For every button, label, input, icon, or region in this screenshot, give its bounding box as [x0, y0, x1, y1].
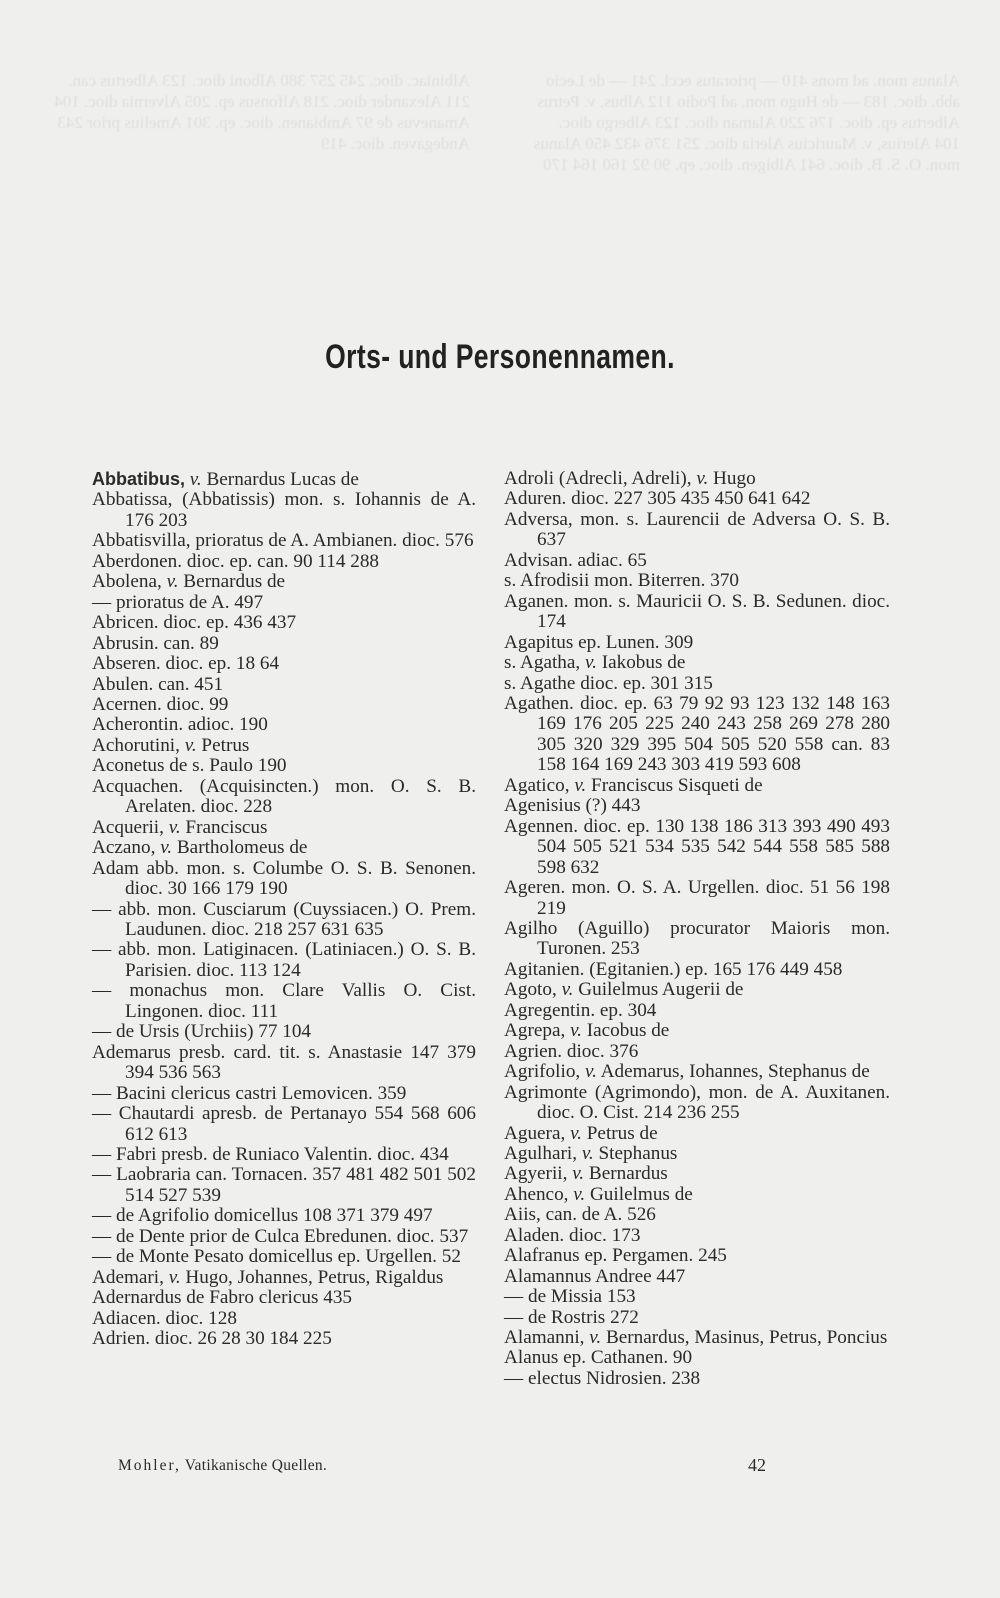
index-entry [92, 777, 476, 818]
index-entry [92, 613, 476, 633]
index-entry [92, 1206, 476, 1226]
entry-text: Agyerii, v. Bernardus [504, 1163, 668, 1185]
entry-text: — Chautardi apresb. de Pertanayo 554 568 606 612 613 [92, 1103, 476, 1145]
index-entry [504, 796, 890, 816]
entry-text: Agitanien. (Egitanien.) ep. 165 176 449 458 [504, 958, 843, 980]
index-entry [504, 653, 890, 673]
index-entry [504, 1308, 890, 1328]
entry-text: s. Agathe dioc. ep. 301 315 [504, 672, 713, 694]
entry-text: Abbatissa, (Abbatissis) mon. s. Iohannis de A. 176 203 [92, 489, 476, 531]
entry-text: — de Missia 153 [504, 1286, 636, 1308]
entry-text: — de Rostris 272 [504, 1306, 639, 1328]
entry-text: Aczano, v. Bartholomeus de [92, 837, 308, 859]
index-entry [504, 1062, 890, 1082]
left-index-column [92, 469, 476, 1349]
entry-text: — Bacini clericus castri Lemovicen. 359 [92, 1082, 407, 1104]
index-entry [504, 1083, 890, 1124]
index-entry [92, 838, 476, 858]
entry-text: Abrusin. can. 89 [92, 632, 219, 654]
index-entry [504, 919, 890, 960]
index-entry [504, 469, 890, 489]
index-entry [92, 1022, 476, 1042]
index-entry [92, 1288, 476, 1308]
index-entry [504, 817, 890, 878]
index-entry [92, 1043, 476, 1084]
entry-text: v. Bernardus Lucas de [189, 469, 359, 490]
entry-text: s. Agatha, v. Iakobus de [504, 652, 686, 674]
index-entry [504, 1001, 890, 1021]
index-entry [504, 1369, 890, 1389]
entry-text: Agenisius (?) 443 [504, 795, 641, 817]
entry-text: — de Ursis (Urchiis) 77 104 [92, 1021, 312, 1043]
right-index-column [504, 469, 890, 1389]
entry-text: — de Dente prior de Culca Ebredunen. dioc. 537 [92, 1225, 469, 1247]
index-entry [504, 633, 890, 653]
entry-text: Agrimonte (Agrimondo), mon. de A. Auxitanen. dioc. O. Cist. 214 236 255 [504, 1081, 890, 1124]
entry-text: Abseren. dioc. ep. 18 64 [92, 653, 280, 675]
index-entry [92, 859, 476, 900]
entry-text: — Laobraria can. Tornacen. 357 481 482 501 502 514 527 539 [92, 1164, 476, 1206]
footer-source [118, 1457, 327, 1475]
index-entry [504, 1287, 890, 1307]
entry-text: — de Monte Pesato domicellus ep. Urgellen. 52 [92, 1246, 461, 1268]
entry-text: — abb. mon. Latiginacen. (Latiniacen.) O. S. B. Parisien. dioc. 113 124 [92, 939, 476, 981]
index-entry [504, 510, 890, 551]
index-entry [504, 1328, 890, 1348]
entry-text: Agrepa, v. Iacobus de [504, 1020, 670, 1042]
entry-text: Acherontin. adioc. 190 [92, 714, 268, 736]
index-entry [92, 1227, 476, 1247]
index-entry [504, 1205, 890, 1225]
entry-text: Agathen. dioc. ep. 63 79 92 93 123 132 148 163 169 176 205 225 240 243 258 269 278 280 305 320 329 395 504 505 520 558 can. 83 158 164 169 243 303 419 593 608 [504, 692, 890, 776]
entry-text: Alamannus Andree 447 [504, 1265, 686, 1287]
entry-text: Aladen. dioc. 173 [504, 1224, 641, 1246]
index-entry [92, 695, 476, 715]
index-entry [92, 654, 476, 674]
index-entry [504, 694, 890, 776]
footer-author: Mohler, [118, 1457, 181, 1474]
index-entry [504, 878, 890, 919]
index-entry [504, 1124, 890, 1144]
index-entry [92, 1165, 476, 1206]
index-entry [92, 572, 476, 592]
entry-text: Adam abb. mon. s. Columbe O. S. B. Senonen. dioc. 30 166 179 190 [92, 857, 476, 900]
index-entry [92, 1145, 476, 1165]
entry-text: Agennen. dioc. ep. 130 138 186 313 393 490 493 504 505 521 534 535 542 544 558 585 588 598 632 [504, 815, 890, 878]
entry-text: Aberdonen. dioc. ep. can. 90 114 288 [92, 550, 380, 572]
entry-text: — abb. mon. Cusciarum (Cuyssiacen.) O. Prem. Laudunen. dioc. 218 257 631 635 [92, 898, 476, 940]
index-entry [92, 634, 476, 654]
index-entry [92, 675, 476, 695]
entry-text: Agilho (Aguillo) procurator Maioris mon. Turonen. 253 [504, 917, 890, 960]
entry-text: Agatico, v. Franciscus Sisqueti de [504, 774, 763, 796]
entry-text: Agapitus ep. Lunen. 309 [504, 631, 694, 653]
index-entry [92, 1268, 476, 1288]
index-entry [92, 715, 476, 735]
index-entry [92, 1247, 476, 1267]
entry-text: Agregentin. ep. 304 [504, 999, 657, 1021]
entry-text: Aganen. mon. s. Mauricii O. S. B. Sedunen. dioc. 174 [504, 590, 890, 633]
entry-text: — electus Nidrosien. 238 [504, 1367, 701, 1389]
entry-text: — monachus mon. Clare Vallis O. Cist. Lingonen. dioc. 111 [92, 980, 476, 1022]
index-entry [92, 552, 476, 572]
entry-text: Ademarus presb. card. tit. s. Anastasie 147 379 394 536 563 [92, 1041, 476, 1084]
entry-text: Ageren. mon. O. S. A. Urgellen. dioc. 51 56 198 219 [504, 877, 890, 919]
index-entry [504, 1267, 890, 1287]
headword: Abbatibus, [92, 469, 185, 489]
index-entry [92, 736, 476, 756]
entry-text: Ademari, v. Hugo, Johannes, Petrus, Rigaldus [92, 1266, 444, 1288]
index-entry [504, 592, 890, 633]
entry-text: Abbatisvilla, prioratus de A. Ambianen. dioc. 576 [92, 530, 474, 552]
show-through-texture: Alanus mon. ad mons 410 — prioratus eccl. 241 — de Lecio abb. dioc. 183 — de Hugo mon. ad Podio 112 Albus, v. Petrus Albertus ep. dioc. 176 220 Alaman dioc. 123 Albergo dioc. 104 Alerius, v. Mauricius Aleria dioc. 251 376 432 450 Alanus mon. O. S. B. dioc. 641 Albigen. dioc. ep. 90 92 160 164 170 Albiniac. dioc. 245 257 380 Alboni dioc. 123 Albertus can. 211 Alexander dioc. 218 Alfonsus ep. 205 Alvernia dioc. 104 Amanevus de 97 Ambianen. dioc. ep. 301 Amelius prior 243 Andegaven. dioc. 419 [50, 71, 960, 174]
entry-text: Abulen. can. 451 [92, 673, 224, 695]
index-entry [504, 674, 890, 694]
index-entry [504, 1042, 890, 1062]
entry-text: Agoto, v. Guilelmus Augerii de [504, 979, 744, 1001]
index-entry [92, 756, 476, 776]
entry-text: Agrifolio, v. Ademarus, Iohannes, Stephanus de [504, 1061, 870, 1083]
index-entry [504, 1164, 890, 1184]
index-entry [504, 1226, 890, 1246]
index-entry [92, 531, 476, 551]
index-entry [92, 469, 476, 490]
entry-text: Adroli (Adrecli, Adreli), v. Hugo [504, 468, 756, 489]
page-number: 42 [748, 1455, 766, 1475]
entry-text: — de Agrifolio domicellus 108 371 379 497 [92, 1205, 433, 1227]
index-entry [504, 1348, 890, 1368]
index-entry [92, 593, 476, 613]
footer-book: Vatikanische Quellen. [180, 1457, 328, 1474]
entry-text: Abricen. dioc. ep. 436 437 [92, 612, 297, 634]
page-title: Orts- und Personennamen. [325, 338, 675, 376]
entry-text: Adrien. dioc. 26 28 30 184 225 [92, 1328, 332, 1350]
entry-text: — Fabri presb. de Runiaco Valentin. dioc. 434 [92, 1143, 449, 1165]
entry-text: Adversa, mon. s. Laurencii de Adversa O. S. B. 637 [504, 508, 890, 551]
index-entry [504, 551, 890, 571]
entry-text: Aiis, can. de A. 526 [504, 1204, 656, 1226]
index-entry [92, 981, 476, 1022]
index-entry [504, 1144, 890, 1164]
index-entry [92, 1084, 476, 1104]
index-entry [504, 776, 890, 796]
entry-text: Acernen. dioc. 99 [92, 693, 229, 715]
index-entry [504, 1246, 890, 1266]
entry-text: Adiacen. dioc. 128 [92, 1307, 237, 1329]
index-entry [504, 960, 890, 980]
entry-text: Acquerii, v. Franciscus [92, 816, 268, 838]
entry-text: Agrien. dioc. 376 [504, 1040, 639, 1062]
index-entry [92, 1104, 476, 1145]
entry-text: s. Afrodisii mon. Biterren. 370 [504, 570, 740, 592]
entry-text: Adernardus de Fabro clericus 435 [92, 1287, 353, 1309]
index-entry [504, 980, 890, 1000]
entry-text: Advisan. adiac. 65 [504, 549, 647, 571]
entry-text: Alanus ep. Cathanen. 90 [504, 1347, 693, 1369]
index-entry [92, 490, 476, 531]
entry-text: Alafranus ep. Pergamen. 245 [504, 1245, 727, 1267]
entry-text: Achorutini, v. Petrus [92, 734, 250, 756]
entry-text: — prioratus de A. 497 [92, 591, 264, 613]
index-entry [92, 818, 476, 838]
entry-text: Abolena, v. Bernardus de [92, 571, 286, 593]
index-entry [504, 1185, 890, 1205]
index-entry [92, 1329, 476, 1349]
entry-text: Aconetus de s. Paulo 190 [92, 755, 287, 777]
entry-text: Aguera, v. Petrus de [504, 1122, 658, 1144]
index-entry [92, 1309, 476, 1329]
entry-text: Ahenco, v. Guilelmus de [504, 1183, 693, 1205]
index-entry [92, 900, 476, 941]
entry-text: Agulhari, v. Stephanus [504, 1142, 678, 1164]
index-entry [504, 1021, 890, 1041]
entry-text: Aduren. dioc. 227 305 435 450 641 642 [504, 488, 811, 510]
index-entry [504, 489, 890, 509]
entry-text: Acquachen. (Acquisincten.) mon. O. S. B. Arelaten. dioc. 228 [92, 775, 476, 818]
entry-text: Alamanni, v. Bernardus, Masinus, Petrus, Poncius [504, 1327, 888, 1349]
index-entry [92, 940, 476, 981]
index-entry [504, 571, 890, 591]
